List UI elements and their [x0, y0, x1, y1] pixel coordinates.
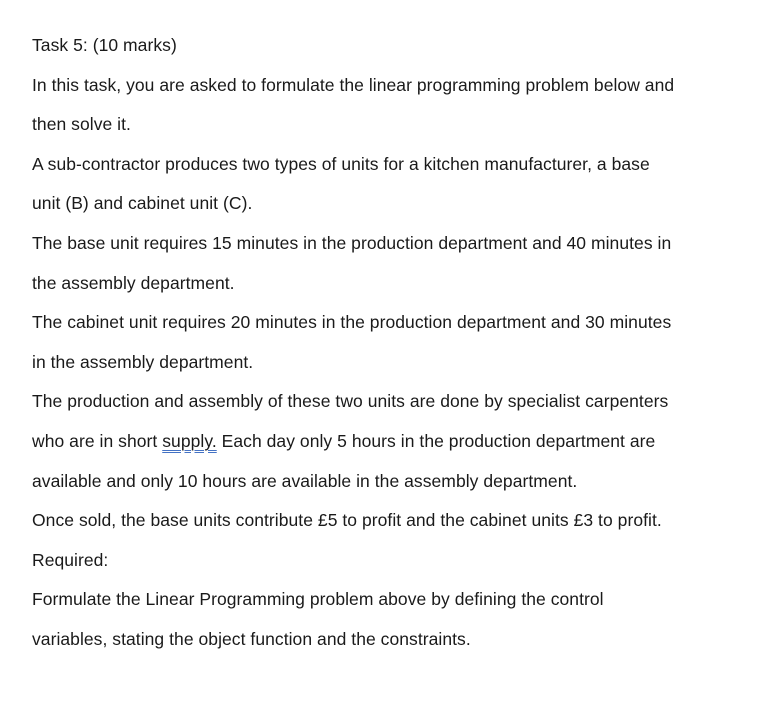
intro-text-line-2: then solve it. — [32, 114, 131, 135]
scenario-text-line-1: A sub-contractor produces two types of units for a kitchen manufacturer, a base — [32, 153, 650, 174]
required-label: Required: — [32, 549, 109, 570]
formulate-text-line-1: Formulate the Linear Programming problem above by defining the control — [32, 589, 604, 610]
grammar-flagged-word[interactable]: supply. — [162, 430, 217, 451]
carpenters-text-pre: who are in short — [32, 430, 163, 451]
intro-text-line-1: In this task, you are asked to formulate the linear programming problem below and — [32, 74, 675, 95]
cabinet-unit-text-line-1: The cabinet unit requires 20 minutes in the production department and 30 minutes — [32, 312, 672, 333]
cabinet-unit-text-line-2: in the assembly department. — [32, 351, 254, 372]
formulate-text-line-2: variables, stating the object function and the constraints. — [32, 628, 471, 649]
carpenters-text-line-2 — [32, 422, 742, 462]
base-unit-text-line-1: The base unit requires 15 minutes in the production department and 40 minutes in — [32, 232, 672, 253]
base-unit-text-line-2: the assembly department. — [32, 272, 235, 293]
carpenters-text-line-1: The production and assembly of these two units are done by specialist carpenters — [32, 391, 669, 412]
hours-text-line: available and only 10 hours are available in the assembly department. — [32, 470, 578, 491]
task-heading: Task 5: (10 marks) — [32, 35, 177, 55]
profit-text-line: Once sold, the base units contribute £5 to profit and the cabinet units £3 to profit. — [32, 510, 662, 531]
carpenters-text-post: Each day only 5 hours in the production department are — [216, 430, 656, 451]
scenario-text-line-2: unit (B) and cabinet unit (C). — [32, 193, 253, 214]
document-body — [32, 26, 742, 660]
